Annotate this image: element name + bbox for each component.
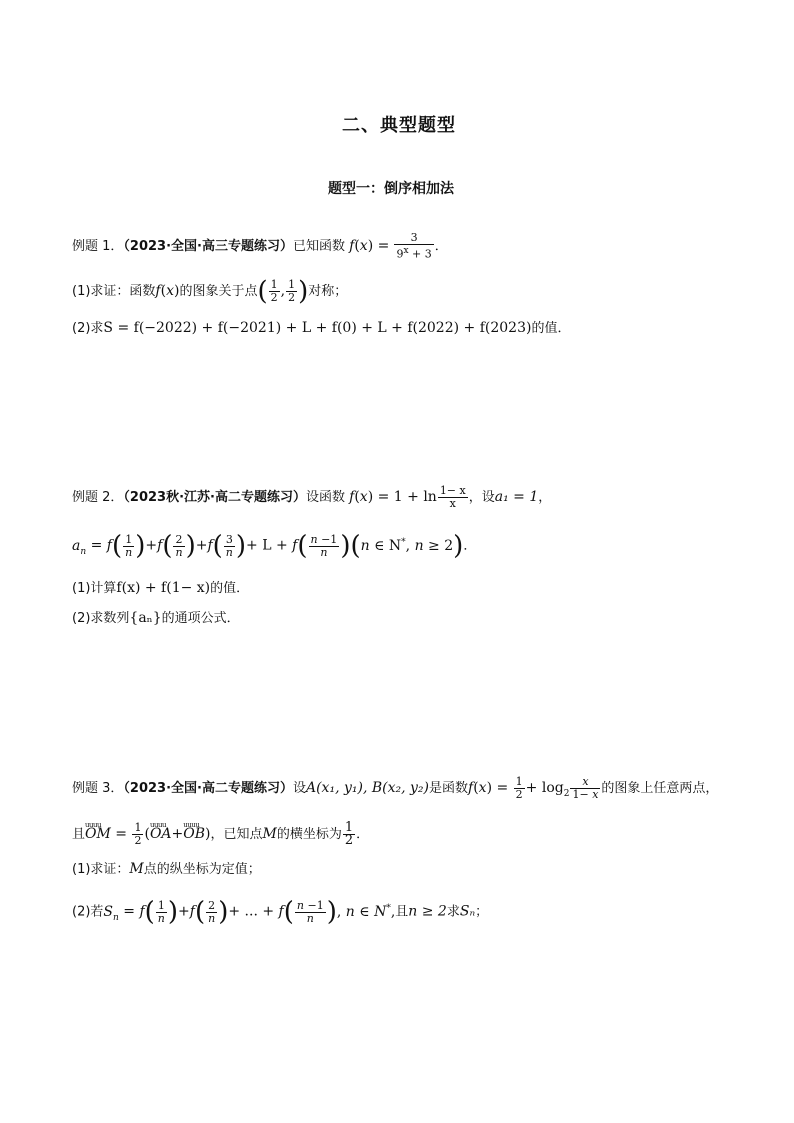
fraction: $\frac{1}{n}$: [157, 898, 165, 925]
line2-dot: ．: [356, 827, 370, 842]
fraction: $\frac{2}{n}$: [208, 898, 216, 925]
point-m: M: [262, 826, 277, 842]
big-paren: (: [283, 897, 294, 928]
q1-end: 的值．: [210, 581, 250, 596]
example-1-stem: [72, 232, 448, 261]
stem-end: ．: [434, 238, 448, 254]
var-x: x: [359, 489, 368, 505]
q2-prefix: (2)求数列: [72, 611, 130, 626]
func-f: f: [155, 283, 161, 299]
fraction: $\frac{1}{2}$: [344, 820, 354, 848]
condition: n ∈ N*, n ≥ 2: [360, 537, 454, 554]
fraction: $\frac{2}{n}$: [175, 532, 183, 559]
example-2-source: （2023秋·江苏·高二专题练习）: [123, 490, 306, 505]
func-f: f: [207, 537, 213, 554]
q2-mid: 且: [395, 904, 409, 920]
func-f: f: [189, 903, 195, 920]
example-1-q1: [72, 276, 348, 307]
big-paren: (: [212, 531, 223, 562]
stem-text: 设: [292, 781, 306, 796]
big-paren: (: [350, 531, 361, 562]
line2-end: 的横坐标为: [276, 827, 342, 842]
big-paren: ): [326, 897, 337, 928]
q2-sn: Sₙ: [459, 903, 476, 920]
big-paren: ): [167, 897, 179, 928]
paren: (: [144, 826, 150, 842]
func-f: f: [349, 237, 355, 254]
vector-ob: uuuu OB: [183, 824, 205, 844]
q2-end: 的值．: [531, 321, 571, 336]
big-paren: ): [185, 531, 196, 562]
fraction: $\frac{x}{1- x}$: [572, 775, 599, 801]
example-2-stem: [72, 485, 551, 510]
example-3-stem: [72, 776, 718, 804]
stem-end: ，: [538, 490, 552, 505]
fraction: $\frac{3}{9^x + 3}$: [396, 231, 432, 261]
points-expr: A(x₁, y₁), B(x₂, y₂): [305, 780, 429, 796]
eq: =: [110, 826, 132, 842]
paren: ): [173, 283, 180, 299]
func-f: f: [468, 780, 474, 796]
an-end: ．: [463, 538, 477, 554]
q2-expr: {aₙ}: [129, 610, 162, 626]
stem-mid: ，设: [468, 490, 495, 505]
big-paren: ): [218, 897, 229, 928]
q1-end: 点的纵坐标为定值；: [143, 862, 261, 877]
fraction: $\frac{1}{2}$: [288, 278, 296, 304]
stem-end: 的图象上任意两点，: [601, 781, 719, 796]
fraction: $\frac{n -1}{n}$: [296, 898, 324, 925]
var-an: $a_n$: [72, 537, 87, 557]
a1-expr: a₁ = 1: [494, 489, 539, 505]
stem-text: 设函数: [305, 490, 345, 505]
paren: (: [160, 283, 167, 299]
subsection-title: 题型一：倒序相加法: [328, 181, 454, 197]
q2-end: 的通项公式．: [161, 611, 240, 626]
q1-mid: 的图象关于点: [179, 284, 258, 299]
example-3-label: 例题 3．: [72, 781, 124, 796]
big-paren: (: [194, 897, 206, 928]
big-paren: ): [340, 531, 351, 562]
big-paren: ): [453, 531, 464, 562]
q2-end: ；: [475, 904, 489, 920]
fraction: $\frac{n -1}{n}$: [310, 532, 338, 559]
var-x: x: [359, 237, 368, 254]
big-paren: (: [297, 531, 308, 562]
big-paren: ): [298, 276, 309, 307]
section-title: 二、典型题型: [342, 115, 456, 136]
var-x: x: [166, 283, 174, 299]
big-paren: (: [144, 897, 155, 928]
fraction: $\frac{1}{2}$: [134, 821, 142, 847]
example-3-q2: [72, 898, 488, 927]
paren: ) =: [486, 780, 513, 796]
q2-mid2: 求: [446, 904, 460, 920]
q2-prefix: (2)若: [72, 904, 104, 920]
fraction: $\frac{1- x}{x}$: [439, 484, 466, 510]
line2-mid: ，已知点: [210, 827, 263, 842]
fraction: $\frac{1}{2}$: [270, 278, 278, 304]
func-f: f: [349, 489, 355, 505]
eq: =: [118, 903, 140, 920]
example-1-q2: [72, 318, 570, 339]
q2-prefix: (2)求: [72, 321, 104, 336]
func-f: f: [292, 537, 298, 554]
big-paren: (: [162, 531, 173, 562]
vector-oa: uuuu OA: [150, 824, 172, 844]
plus: + L +: [246, 537, 293, 554]
plus: +: [178, 903, 190, 920]
plus: +: [145, 537, 158, 554]
example-3-line2: [72, 822, 369, 847]
comma: ,: [280, 283, 286, 299]
stem-mid: 是函数: [429, 781, 469, 796]
fraction: $\frac{3}{n}$: [225, 532, 233, 559]
plus: +: [195, 537, 208, 554]
vector-om: uuuu OM: [85, 824, 111, 844]
big-paren: (: [111, 531, 123, 562]
example-1-source: （2023·全国·高三专题练习）: [123, 238, 293, 254]
q1-expr: f(x) + f(1− x): [116, 580, 211, 596]
func-f: f: [139, 903, 145, 920]
point-m: M: [129, 861, 144, 877]
q1-end: 对称；: [308, 284, 348, 299]
paren: ): [205, 826, 211, 842]
paren: (: [354, 489, 360, 505]
paren: ) = 1 + ln: [367, 489, 437, 505]
example-2-q2: [72, 608, 240, 629]
q2-cond: n ≥ 2: [408, 903, 447, 920]
stem-text: 已知函数: [292, 238, 345, 254]
log: + $\log_2$: [525, 780, 570, 799]
func-f: f: [106, 537, 112, 554]
func-f: f: [157, 537, 163, 554]
var-sn: $S_n$: [103, 903, 119, 923]
example-2-label: 例题 2．: [72, 490, 124, 505]
big-paren: ): [135, 531, 146, 562]
example-3-q1: [72, 859, 261, 880]
q1-prefix: (1)求证：函数: [72, 284, 156, 299]
q1-prefix: (1)计算: [72, 581, 117, 596]
q1-prefix: (1)求证：: [72, 862, 130, 877]
func-f: f: [278, 903, 284, 920]
eq: =: [86, 537, 107, 554]
fraction: $\frac{1}{n}$: [125, 532, 133, 559]
q2-expr: S = f(−2022) + f(−2021) + L + f(0) + L + f(2022) + f(2023): [103, 320, 532, 336]
condition: , n ∈ N*,: [336, 903, 396, 920]
example-2-q1: [72, 578, 249, 599]
line2-prefix: 且: [72, 827, 86, 842]
var-x: x: [478, 780, 487, 796]
paren: (: [473, 780, 479, 796]
big-paren: (: [257, 276, 268, 307]
paren: (: [354, 237, 360, 254]
fraction: $\frac{1}{2}$: [515, 775, 523, 801]
paren: ) =: [367, 237, 390, 254]
big-paren: ): [235, 531, 247, 562]
example-2-an: [72, 532, 476, 561]
example-3-source: （2023·全国·高二专题练习）: [123, 781, 293, 796]
plus: + ... +: [228, 903, 279, 920]
example-1-label: 例题 1．: [72, 238, 124, 254]
plus: +: [171, 826, 184, 842]
